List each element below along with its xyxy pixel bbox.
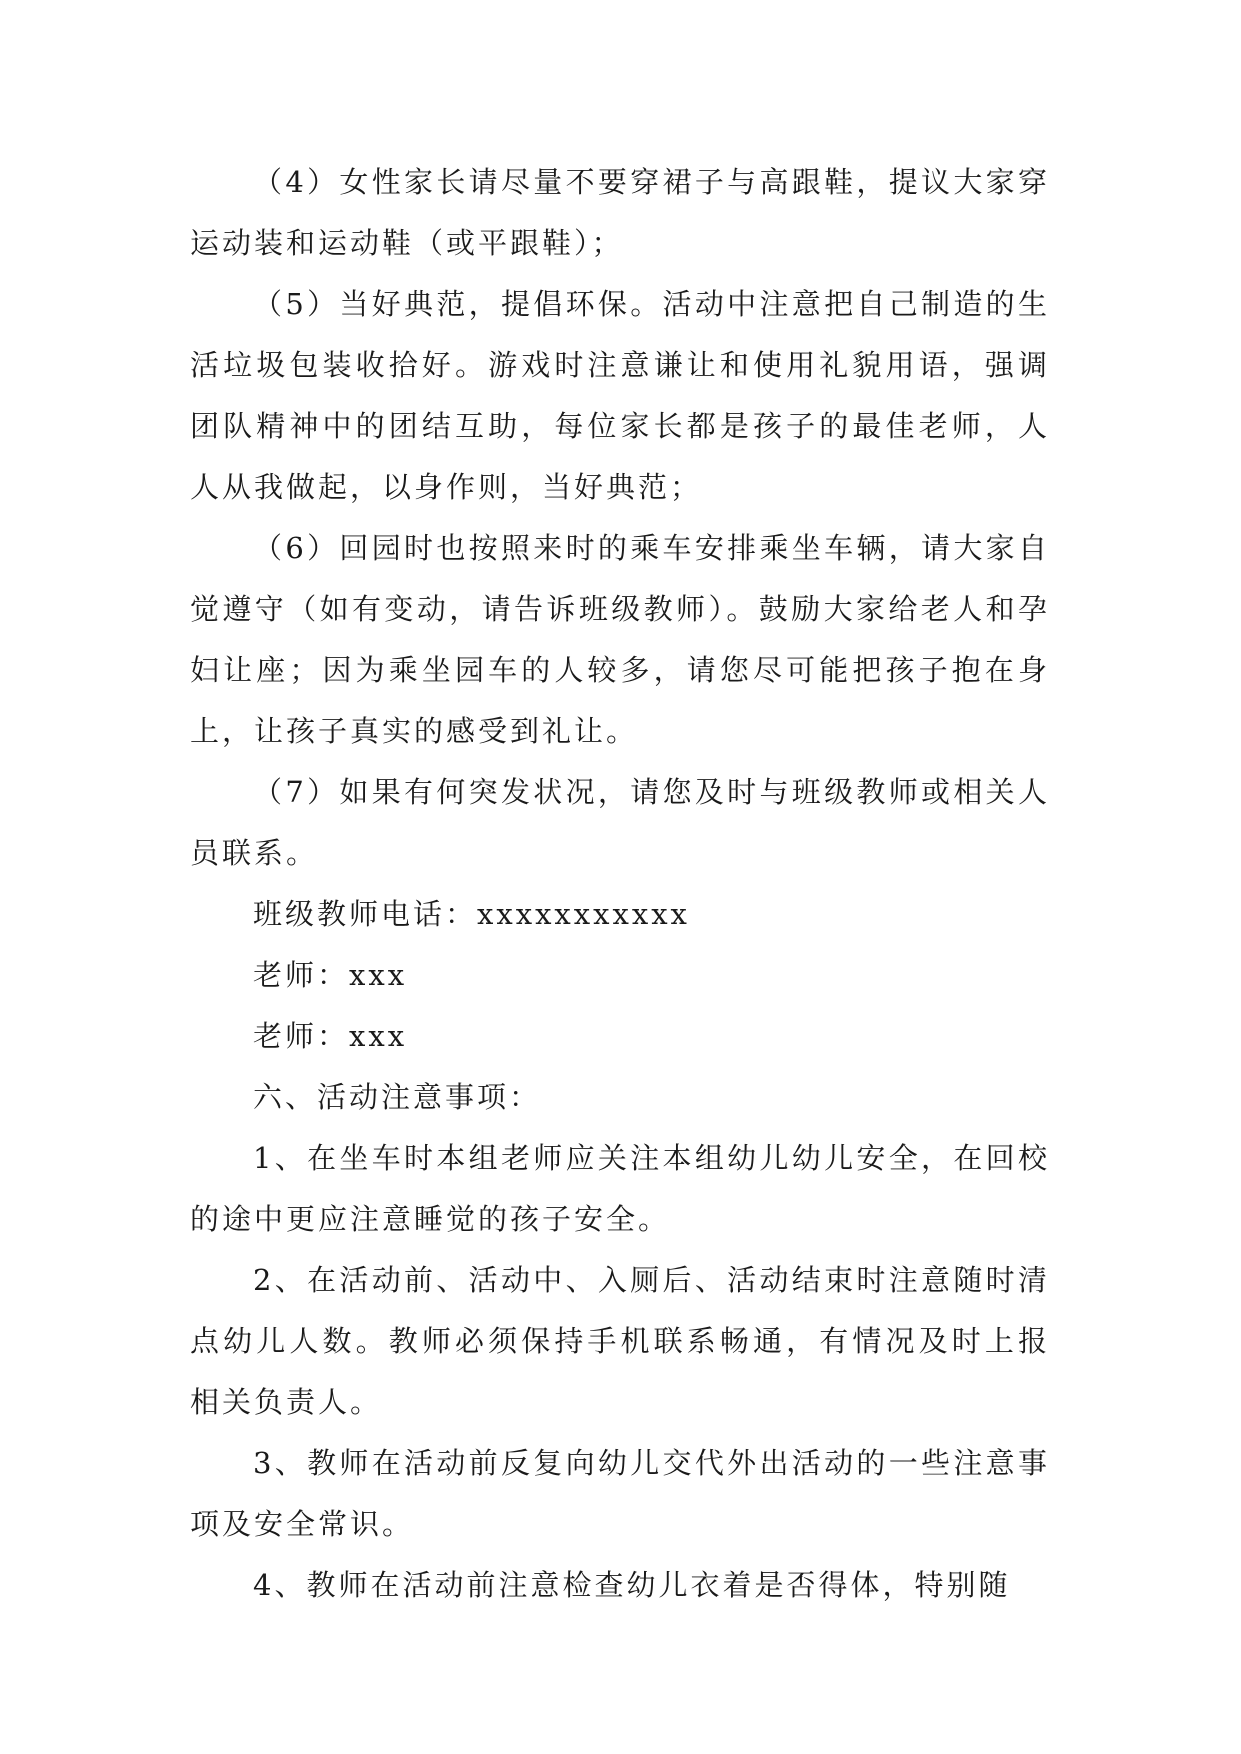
paragraph-item-5-role-model: （5）当好典范，提倡环保。活动中注意把自己制造的生活垃圾包装收拾好。游戏时注意谦让和使用礼貌用语，强调团队精神中的团结互助，每位家长都是孩子的最佳老师，人人从我做起，以身作则，当好典范； xyxy=(190,287,1050,504)
paragraph-item-6-return-trip: （6）回园时也按照来时的乘车安排乘坐车辆，请大家自觉遵守（如有变动，请告诉班级教师）。鼓励大家给老人和孕妇让座；因为乘坐园车的人较多，请您尽可能把孩子抱在身上，让孩子真实的感受到礼让。 xyxy=(190,531,1050,748)
precaution-item-4: 4、教师在活动前注意检查幼儿衣着是否得体，特别随 xyxy=(253,1568,1011,1602)
teacher-phone-line: 班级教师电话：xxxxxxxxxxx xyxy=(253,897,690,931)
teacher-name-line: 老师：xxx xyxy=(253,958,408,992)
section-heading: 六、活动注意事项： xyxy=(253,1080,542,1114)
precaution-item-3: 3、教师在活动前反复向幼儿交代外出活动的一些注意事项及安全常识。 xyxy=(190,1446,1050,1541)
teacher-name-line: 老师：xxx xyxy=(253,1019,408,1053)
document-body xyxy=(190,152,1050,1616)
precaution-item-2: 2、在活动前、活动中、入厕后、活动结束时注意随时清点幼儿人数。教师必须保持手机联系畅通，有情况及时上报相关负责人。 xyxy=(190,1263,1050,1419)
paragraph-item-4-attire: （4）女性家长请尽量不要穿裙子与高跟鞋，提议大家穿运动装和运动鞋（或平跟鞋）； xyxy=(190,165,1050,260)
precaution-item-1: 1、在坐车时本组老师应关注本组幼儿幼儿安全，在回校的途中更应注意睡觉的孩子安全。 xyxy=(190,1141,1050,1236)
paragraph-item-7-emergency-contact: （7）如果有何突发状况，请您及时与班级教师或相关人员联系。 xyxy=(190,775,1050,870)
